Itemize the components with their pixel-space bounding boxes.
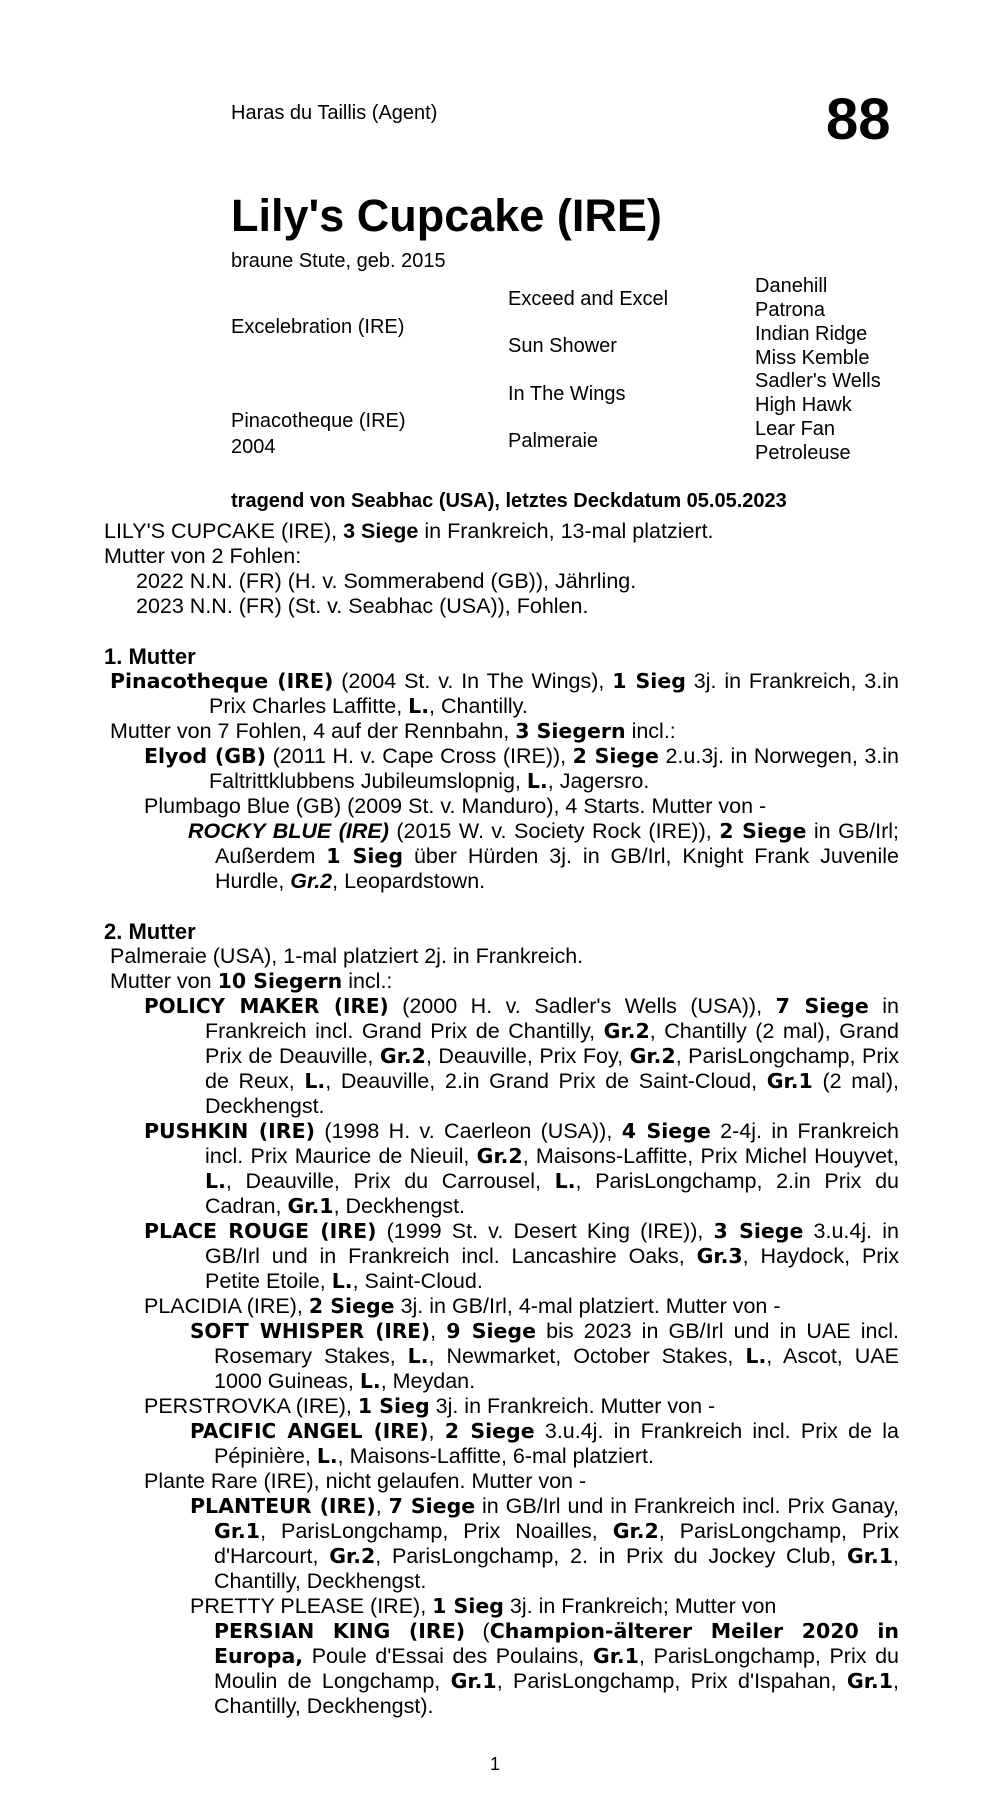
- pedigree-granddam: Sun Shower: [508, 335, 617, 357]
- horse-name: Lily's Cupcake (IRE): [231, 190, 662, 241]
- agent-name: Haras du Taillis (Agent): [231, 102, 438, 124]
- produce-record: PLANTEUR (IRE), 7 Siege in GB/Irl und in Frankreich incl. Prix Ganay, Gr.1, ParisLongchamp, Prix Noailles, Gr.2, ParisLongchamp, Prix d'Harcourt, Gr.2, ParisLongchamp, 2. in Prix du Jockey Club, Gr.1, Chantilly, Deckhengst.: [190, 1494, 899, 1593]
- produce-record: Plumbago Blue (GB) (2009 St. v. Manduro), 4 Starts. Mutter von -: [144, 794, 767, 818]
- produce-record: ROCKY BLUE (IRE) (2015 W. v. Society Rock (IRE)), 2 Siege in GB/Irl; Außerdem 1 Sieg über Hürden 3j. in GB/Irl, Knight Frank Juvenile Hurdle, Gr.2, Leopardstown.: [188, 819, 900, 893]
- pedigree-ggd: Patrona: [755, 299, 826, 321]
- produce-record: SOFT WHISPER (IRE), 9 Siege bis 2023 in GB/Irl und in UAE incl. Rosemary Stakes, L., Newmarket, October Stakes, L., Ascot, UAE 1000 Guineas, L., Meydan.: [190, 1319, 899, 1393]
- produce-record: Plante Rare (IRE), nicht gelaufen. Mutter von -: [144, 1469, 587, 1493]
- lot-number: 88: [826, 87, 891, 152]
- produce-record: POLICY MAKER (IRE) (2000 H. v. Sadler's Wells (USA)), 7 Siege in Frankreich incl. Grand Prix de Chantilly, Gr.2, Chantilly (2 mal), Grand Prix de Deauville, Gr.2, Deauville, Prix Foy, Gr.2, ParisLongchamp, Prix de Reux, L., Deauville, 2.in Grand Prix de Saint-Cloud, Gr.1 (2 mal), Deckhengst.: [144, 994, 900, 1118]
- pedigree-ggs: Sadler's Wells: [755, 370, 881, 392]
- pedigree-ggd: High Hawk: [755, 394, 852, 416]
- produce-record: PERSIAN KING (IRE) (Champion-älterer Meiler 2020 in Europa, Poule d'Essai des Poulains, Gr.1, ParisLongchamp, Prix du Moulin de Longchamp, Gr.1, ParisLongchamp, Prix d'Ispahan, Gr.1, Chantilly, Deckhengst).: [214, 1619, 899, 1718]
- produce-record: Elyod (GB) (2011 H. v. Cape Cross (IRE)), 2 Siege 2.u.3j. in Norwegen, 3.in Faltrittklubbens Jubileumslopnig, L., Jagersro.: [144, 744, 899, 793]
- pedigree-ggs: Indian Ridge: [755, 323, 868, 345]
- produce-record: PLACIDIA (IRE), 2 Siege 3j. in GB/Irl, 4-mal platziert. Mutter von -: [144, 1294, 781, 1318]
- second-dam-entry: Palmeraie (USA), 1-mal platziert 2j. in Frankreich.: [110, 944, 584, 968]
- overview-line: LILY'S CUPCAKE (IRE), 3 Siege in Frankreich, 13-mal platziert.: [104, 519, 714, 543]
- pedigree-ggs: Lear Fan: [755, 418, 836, 440]
- produce-record: PERSTROVKA (IRE), 1 Sieg 3j. in Frankreich. Mutter von -: [144, 1394, 716, 1418]
- pedigree-sire: Excelebration (IRE): [231, 316, 405, 338]
- pedigree-dam-year: 2004: [231, 436, 276, 458]
- horse-description: braune Stute, geb. 2015: [231, 250, 446, 272]
- produce-record: PACIFIC ANGEL (IRE), 2 Siege 3.u.4j. in Frankreich incl. Prix de la Pépinière, L., Maisons-Laffitte, 6-mal platziert.: [190, 1419, 899, 1468]
- second-dam-heading: 2. Mutter: [104, 919, 196, 944]
- pedigree-dam: Pinacotheque (IRE): [231, 410, 406, 432]
- cover-note: tragend von Seabhac (USA), letztes Deckdatum 05.05.2023: [231, 490, 787, 512]
- produce-intro: Mutter von 2 Fohlen:: [104, 544, 302, 568]
- produce-entry: 2022 N.N. (FR) (H. v. Sommerabend (GB)), Jährling.: [136, 569, 637, 593]
- pedigree-ggs: Danehill: [755, 275, 828, 297]
- first-dam-entry: Pinacotheque (IRE) (2004 St. v. In The Wings), 1 Sieg 3j. in Frankreich, 3.in Prix Charles Laffitte, L., Chantilly.: [110, 669, 899, 718]
- first-dam-heading: 1. Mutter: [104, 644, 196, 669]
- pedigree-grandsire: Exceed and Excel: [508, 288, 669, 310]
- second-dam-produce: Mutter von 10 Siegern incl.:: [110, 969, 393, 993]
- pedigree-ggd: Petroleuse: [755, 442, 851, 464]
- pedigree-ggd: Miss Kemble: [755, 347, 870, 369]
- pedigree-granddam: Palmeraie: [508, 430, 599, 452]
- first-dam-produce: Mutter von 7 Fohlen, 4 auf der Rennbahn, 3 Siegern incl.:: [110, 719, 676, 743]
- pedigree-grandsire: In The Wings: [508, 383, 626, 405]
- produce-record: PRETTY PLEASE (IRE), 1 Sieg 3j. in Frankreich; Mutter von: [190, 1594, 777, 1618]
- page-number: 1: [490, 1754, 501, 1774]
- produce-entry: 2023 N.N. (FR) (St. v. Seabhac (USA)), Fohlen.: [136, 594, 589, 618]
- produce-record: PLACE ROUGE (IRE) (1999 St. v. Desert King (IRE)), 3 Siege 3.u.4j. in GB/Irl und in Frankreich incl. Lancashire Oaks, Gr.3, Haydock, Prix Petite Etoile, L., Saint-Cloud.: [144, 1219, 899, 1293]
- produce-record: PUSHKIN (IRE) (1998 H. v. Caerleon (USA)), 4 Siege 2-4j. in Frankreich incl. Prix Maurice de Nieuil, Gr.2, Maisons-Laffitte, Prix Michel Houyvet, L., Deauville, Prix du Carrousel, L., ParisLongchamp, 2.in Prix du Cadran, Gr.1, Deckhengst.: [144, 1119, 899, 1218]
- catalogue-body: [104, 519, 899, 1719]
